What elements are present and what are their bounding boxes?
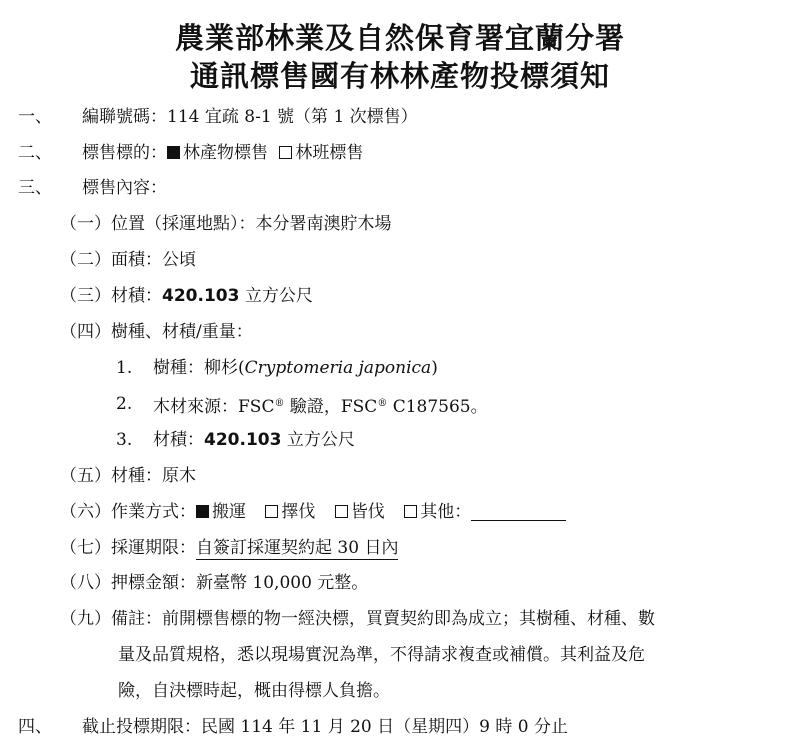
section-1 bbox=[18, 105, 52, 129]
item-9-line3: 險，自決標時起，概由得標人負擔。 bbox=[118, 681, 390, 701]
section-3-body bbox=[82, 176, 167, 200]
checkbox-filled-icon bbox=[167, 146, 180, 159]
item-4-1-body bbox=[153, 356, 438, 380]
item-7-label: 採運期限： bbox=[111, 538, 196, 558]
item-6 bbox=[60, 500, 566, 524]
page-title-line2: 通訊標售國有林林產物投標須知 bbox=[189, 59, 610, 93]
item-3-number: （三） bbox=[60, 286, 111, 306]
item-4-2-body bbox=[153, 392, 488, 419]
method-clear-cut: 皆伐 bbox=[350, 502, 385, 522]
method-transport: 搬運 bbox=[212, 502, 246, 522]
method-other: 其他： bbox=[420, 502, 472, 522]
item-6-number: （六） bbox=[60, 502, 111, 522]
checkbox-empty-icon bbox=[404, 505, 417, 518]
item-9-line1: 備註：前開標售標的物一經決標，買賣契約即為成立；其樹種、材種、數 bbox=[111, 609, 655, 629]
item-5 bbox=[60, 464, 196, 488]
item-4-number: （四） bbox=[60, 322, 111, 342]
tree-species-latin: Cryptomeria japonica bbox=[244, 358, 432, 378]
section-1-value: 114 宜疏 8-1 號（第 1 次標售） bbox=[167, 107, 418, 127]
item-8 bbox=[60, 571, 368, 595]
item-4-text: 樹種、材積/重量： bbox=[111, 322, 253, 342]
item-9 bbox=[60, 607, 655, 631]
item-3-label: 材積： bbox=[111, 286, 162, 306]
item-4-3-body bbox=[153, 428, 355, 452]
section-2-body bbox=[82, 141, 363, 165]
item-1-text: 位置（採運地點）：本分署南澳貯木場 bbox=[111, 214, 392, 234]
item-2-text: 面積：公頃 bbox=[111, 250, 196, 270]
section-1-body bbox=[82, 105, 418, 129]
tree-species-close: ) bbox=[431, 358, 438, 378]
item-9-cont-1 bbox=[118, 643, 645, 667]
volume-unit: 立方公尺 bbox=[286, 430, 355, 450]
item-8-number: （八） bbox=[60, 573, 111, 593]
item-7-value: 自簽訂採運契約起 30 日內 bbox=[196, 538, 399, 558]
timber-source-label: 木材來源：FSC bbox=[153, 397, 275, 417]
section-3 bbox=[18, 176, 52, 200]
section-1-number: 一、 bbox=[18, 107, 52, 127]
item-8-text: 押標金額：新臺幣 10,000 元整。 bbox=[111, 573, 369, 593]
item-9-line2: 量及品質規格，悉以現場實況為準，不得請求複查或補償。其利益及危 bbox=[118, 645, 645, 665]
item-5-text: 材種：原木 bbox=[111, 466, 196, 486]
item-4-1-number: 1. bbox=[116, 358, 133, 378]
section-4 bbox=[18, 715, 52, 739]
item-9-number: （九） bbox=[60, 609, 111, 629]
item-7-number: （七） bbox=[60, 538, 111, 558]
item-5-number: （五） bbox=[60, 466, 111, 486]
checkbox-empty-icon bbox=[265, 505, 278, 518]
section-2-label: 標售標的： bbox=[82, 143, 167, 163]
registered-mark-2: ® bbox=[377, 398, 388, 409]
section-2 bbox=[18, 141, 52, 165]
tree-species-label: 樹種：柳杉( bbox=[153, 358, 245, 378]
checkbox-empty-icon bbox=[335, 505, 348, 518]
item-3-unit: 立方公尺 bbox=[244, 286, 313, 306]
section-4-body bbox=[82, 715, 568, 739]
section-2-number: 二、 bbox=[18, 143, 52, 163]
section-4-number: 四、 bbox=[18, 717, 52, 737]
item-7 bbox=[60, 536, 398, 560]
item-1-number: （一） bbox=[60, 214, 111, 234]
checkbox-empty-icon bbox=[279, 146, 292, 159]
method-selective-cut: 擇伐 bbox=[281, 502, 316, 522]
timber-source-mid: 驗證，FSC bbox=[284, 397, 378, 417]
item-4-3 bbox=[116, 428, 132, 452]
volume-value: 420.103 bbox=[204, 430, 282, 450]
checkbox-filled-icon bbox=[196, 505, 209, 518]
section-1-label: 編聯號碼： bbox=[82, 107, 167, 127]
item-4-1 bbox=[116, 356, 132, 380]
section-3-number: 三、 bbox=[18, 178, 52, 198]
item-2-number: （二） bbox=[60, 250, 111, 270]
item-3 bbox=[60, 284, 313, 308]
item-4-2-number: 2. bbox=[116, 394, 133, 414]
item-4-2 bbox=[116, 392, 132, 416]
item-4-3-number: 3. bbox=[116, 430, 133, 450]
section-3-label: 標售內容： bbox=[82, 178, 167, 198]
option-forest-product-sale: 林產物標售 bbox=[183, 143, 268, 163]
other-blank-line bbox=[471, 502, 566, 521]
item-3-value: 420.103 bbox=[162, 286, 240, 306]
item-2 bbox=[60, 248, 196, 272]
registered-mark: ® bbox=[274, 398, 285, 409]
item-1 bbox=[60, 212, 392, 236]
timber-source-code: C187565。 bbox=[387, 397, 488, 417]
item-4 bbox=[60, 320, 253, 344]
option-forest-compartment-sale: 林班標售 bbox=[295, 143, 364, 163]
section-4-text: 截止投標期限：民國 114 年 11 月 20 日（星期四）9 時 0 分止 bbox=[82, 717, 568, 737]
item-9-cont-2 bbox=[118, 679, 390, 703]
item-6-label: 作業方式： bbox=[111, 502, 196, 522]
volume-label: 材積： bbox=[153, 430, 204, 450]
page-title-line1: 農業部林業及自然保育署宜蘭分署 bbox=[174, 21, 625, 55]
